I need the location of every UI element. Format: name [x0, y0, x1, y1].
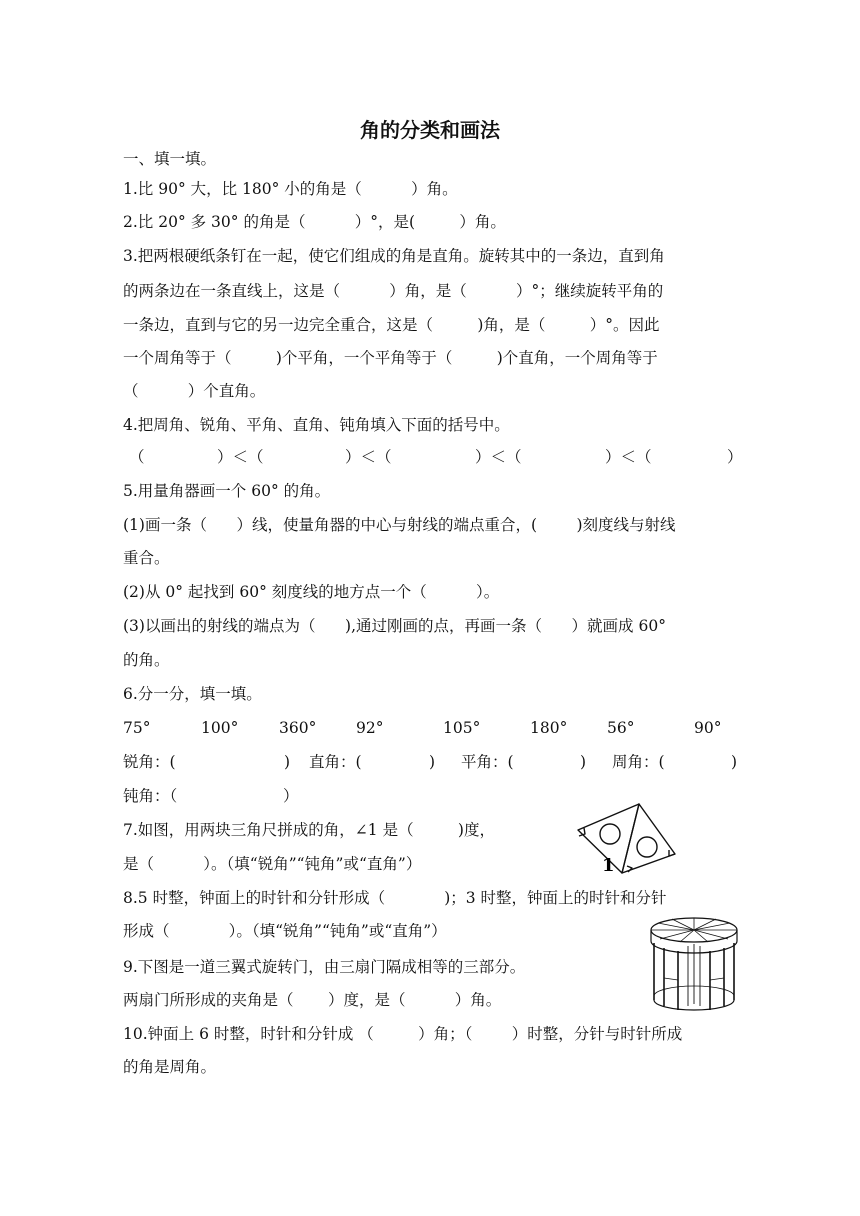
class-label-acute: 锐角：(	[123, 753, 176, 771]
question-6-classes-row	[123, 752, 739, 772]
question-8-line: 形成（ ）。（填“锐角”“钝角”或“直角”）	[123, 922, 447, 940]
angle-value: 75°	[123, 719, 151, 737]
question-1: 1.比 90° 大，比 180° 小的角是（ ）角。	[123, 180, 458, 198]
order-bracket: ）＜（	[217, 448, 264, 466]
question-9-line: 9.下图是一道三翼式旋转门，由三扇门隔成相等的三部分。	[123, 958, 526, 976]
order-bracket: ）＜（	[605, 448, 652, 466]
class-label-right: 直角：(	[309, 753, 362, 771]
angle-value: 360°	[279, 719, 317, 737]
class-bracket: )	[429, 753, 436, 771]
question-8-line: 8.5 时整，钟面上的时针和分针形成（ )；3 时整，钟面上的时针和分针	[123, 889, 667, 907]
question-7-line: 是（ ）。（填“锐角”“钝角”或“直角”）	[123, 855, 422, 873]
angle-value: 56°	[607, 719, 635, 737]
question-5-line: 的角。	[123, 651, 170, 669]
angle-value: 180°	[530, 719, 568, 737]
question-3-line: 一个周角等于（ )个平角，一个平角等于（ )个直角，一个周角等于	[123, 349, 658, 367]
order-bracket: ）＜（	[475, 448, 522, 466]
question-4: 4.把周角、锐角、平角、直角、钝角填入下面的括号中。	[123, 416, 510, 434]
question-7-line: 7.如图，用两块三角尺拼成的角，∠1 是（ )度，	[123, 821, 495, 839]
angle-value: 90°	[694, 719, 722, 737]
question-3-line: 一条边，直到与它的另一边完全重合，这是（ )角，是（ ）°。因此	[123, 316, 660, 334]
set-square-left-hole	[600, 824, 620, 844]
question-2: 2.比 20° 多 30° 的角是（ ）°，是( ）角。	[123, 213, 506, 231]
order-bracket: ）	[727, 448, 743, 466]
order-bracket: （	[129, 448, 145, 466]
question-5-line: (3)以画出的射线的端点为（ ),通过刚画的点，再画一条（ ）就画成 60°	[123, 617, 666, 635]
angle-value: 92°	[356, 719, 384, 737]
question-6: 6.分一分，填一填。	[123, 685, 262, 703]
door-rail	[710, 978, 724, 980]
class-bracket: )	[284, 753, 291, 771]
question-3-line: 的两条边在一条直线上，这是（ ）角，是（ ）°；继续旋转平角的	[123, 282, 664, 300]
set-square-right-hole	[637, 837, 657, 857]
angle-value: 100°	[201, 719, 239, 737]
class-label-obtuse: 钝角：（	[123, 787, 178, 805]
class-label-full: 周角：(	[612, 753, 665, 771]
class-bracket: )	[580, 753, 587, 771]
angle-1-label: 1	[602, 855, 615, 876]
question-5: 5.用量角器画一个 60° 的角。	[123, 482, 331, 500]
question-6-angles-row	[123, 718, 739, 738]
question-5-line: (2)从 0° 起找到 60° 刻度线的地方点一个（ ）。	[123, 583, 500, 601]
class-bracket: ）	[283, 787, 299, 805]
question-10-line: 的角是周角。	[123, 1058, 217, 1076]
revolving-door-figure	[648, 914, 740, 1014]
class-label-straight: 平角：(	[461, 753, 514, 771]
question-5-line: 重合。	[123, 549, 170, 567]
question-3-line: （ ）个直角。	[123, 382, 266, 400]
question-3-line: 3.把两根硬纸条钉在一起，使它们组成的角是直角。旋转其中的一条边，直到角	[123, 247, 665, 265]
order-bracket: ）＜（	[345, 448, 392, 466]
set-squares-figure	[574, 796, 684, 882]
question-4-order-row	[123, 447, 743, 467]
section-heading: 一、填一填。	[123, 150, 217, 168]
question-9-line: 两扇门所形成的夹角是（ ）度，是（ ）角。	[123, 991, 502, 1009]
door-rail	[664, 978, 678, 980]
class-bracket: )	[731, 753, 738, 771]
question-10-line: 10.钟面上 6 时整，时针和分针成 （ ）角；（ ）时整，分针与时针所成	[123, 1025, 683, 1043]
page-title: 角的分类和画法	[360, 118, 500, 142]
question-5-line: (1)画一条（ ）线，使量角器的中心与射线的端点重合，( )刻度线与射线	[123, 516, 676, 534]
set-square-right	[622, 804, 675, 873]
angle-value: 105°	[443, 719, 481, 737]
